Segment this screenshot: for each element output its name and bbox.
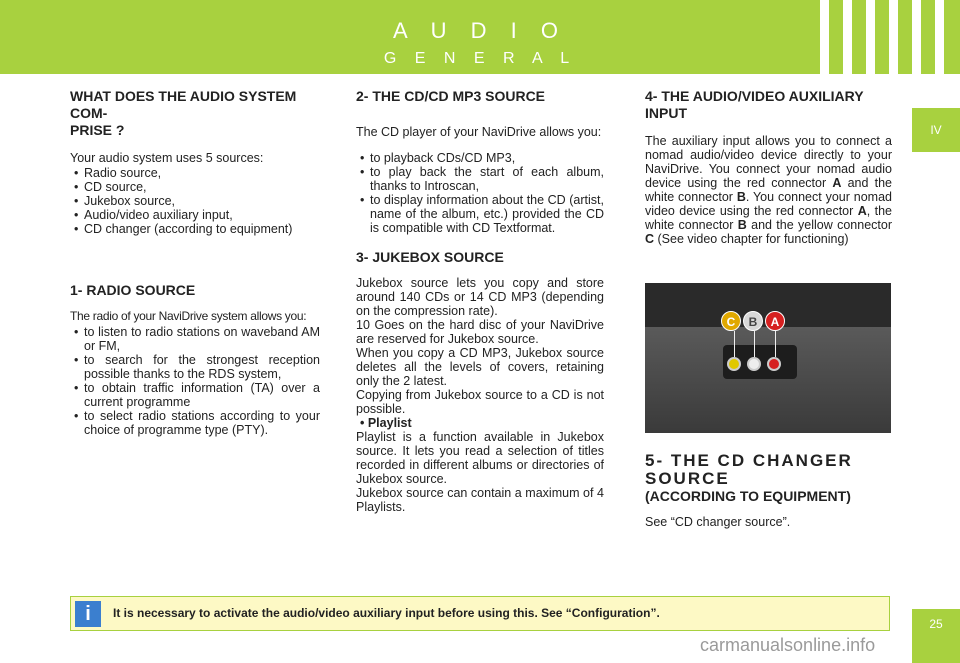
text-run: The auxiliary input allows you to connect a nomad audio/video device directly to your NaviDrive. You connect your nomad audio device using the red connector [645,134,892,190]
cd-intro: The CD player of your NaviDrive allows you: [356,125,602,139]
sources-list [70,166,320,236]
white-connector-jack [747,357,761,371]
aux-text [645,134,892,246]
section-heading-jukebox: 3- JUKEBOX SOURCE [356,249,504,265]
jukebox-paragraph: Jukebox source can contain a maximum of 4 Playlists. [356,486,604,514]
heading-line: 5- THE CD CHANGER SOURCE [645,451,853,488]
jukebox-paragraph: Playlist is a function available in Jukebox source. It lets you read a selection of titles recorded in different albums or directories of Jukebox source. [356,430,604,486]
header-band [0,0,960,74]
list-item: • Audio/video auxiliary input, [70,208,320,222]
leader-line [775,331,776,357]
connector-letter: B [736,190,746,204]
column-middle [356,88,604,514]
section-heading-what [70,88,320,139]
leader-line [754,331,755,357]
section-heading-cd: 2- THE CD/CD MP3 SOURCE [356,88,546,104]
page-subtitle: G E N E R A L [383,50,577,67]
connector-photo [645,283,891,433]
heading-line: (ACCORDING TO EQUIPMENT) [645,488,851,504]
page-title: A U D I O [393,18,567,43]
jukebox-text [356,276,604,514]
red-connector-jack [767,357,781,371]
text-run: and the yellow connector [746,218,892,232]
connector-letter: C [645,232,655,246]
yellow-connector-jack [727,357,741,371]
leader-line [734,331,735,357]
text-run: and the white connector [645,176,892,204]
label-a: A [765,311,785,331]
connector-letter: A [857,204,867,218]
info-icon: i [75,601,101,627]
text-run: (See video chapter for functioning) [654,232,849,246]
list-item: • to playback CDs/CD MP3, [356,151,604,165]
notice-bar [70,596,890,631]
list-item: • Jukebox source, [70,194,320,208]
cd-list [356,151,604,235]
jukebox-paragraph: Jukebox source lets you copy and store around 140 CDs or 14 CD MP3 (depending on the compression rate). [356,276,604,318]
text-run: , the white connector [645,204,892,232]
section-changer [645,452,892,529]
list-item: • to select radio stations according to your choice of programme type (PTY). [70,409,320,437]
playlist-subheading: • Playlist [360,416,412,430]
notice-text: It is necessary to activate the audio/video auxiliary input before using this. See “Configuration”. [113,606,660,620]
list-item: • to play back the start of each album, thanks to Introscan, [356,165,604,193]
section-heading-radio: 1- RADIO SOURCE [70,282,196,298]
radio-intro: The radio of your NaviDrive system allows you: [70,309,307,323]
sources-intro: Your audio system uses 5 sources: [70,151,264,165]
jukebox-paragraph: When you copy a CD MP3, Jukebox source deletes all the levels of covers, retaining only the 2 latest. [356,346,604,388]
label-b: B [743,311,763,331]
section-heading-aux: 4- THE AUDIO/VIDEO AUXILIARY INPUT [645,88,864,121]
list-item: • to search for the strongest reception possible thanks to the RDS system, [70,353,320,381]
list-item: • Radio source, [70,166,320,180]
chapter-tab: IV [912,108,960,152]
changer-text: See “CD changer source”. [645,515,791,529]
list-item: • CD source, [70,180,320,194]
section-heading-changer [645,452,892,505]
jukebox-paragraph: 10 Goes on the hard disc of your NaviDrive are reserved for Jukebox source. [356,318,604,346]
column-left [70,88,320,437]
list-item: • to listen to radio stations on waveband AM or FM, [70,325,320,353]
list-item: • to obtain traffic information (TA) over a current programme [70,381,320,409]
label-c: C [721,311,741,331]
console-surface [645,327,891,433]
connector-letter: B [737,218,747,232]
radio-list [70,325,320,437]
watermark: carmanualsonline.info [700,635,876,655]
column-right [645,88,892,246]
heading-line: PRISE ? [70,122,125,138]
list-item: • CD changer (according to equipment) [70,222,320,236]
text-run: . You connect your nomad video device using the red connector [645,190,892,218]
connector-letter: A [832,176,842,190]
jukebox-paragraph: Copying from Jukebox source to a CD is not possible. [356,388,604,416]
heading-line: WHAT DOES THE AUDIO SYSTEM COM- [70,88,297,121]
list-item: • to display information about the CD (artist, name of the album, etc.) provided the CD is compatible with CD Textformat. [356,193,604,235]
page-number: 25 [912,609,960,663]
